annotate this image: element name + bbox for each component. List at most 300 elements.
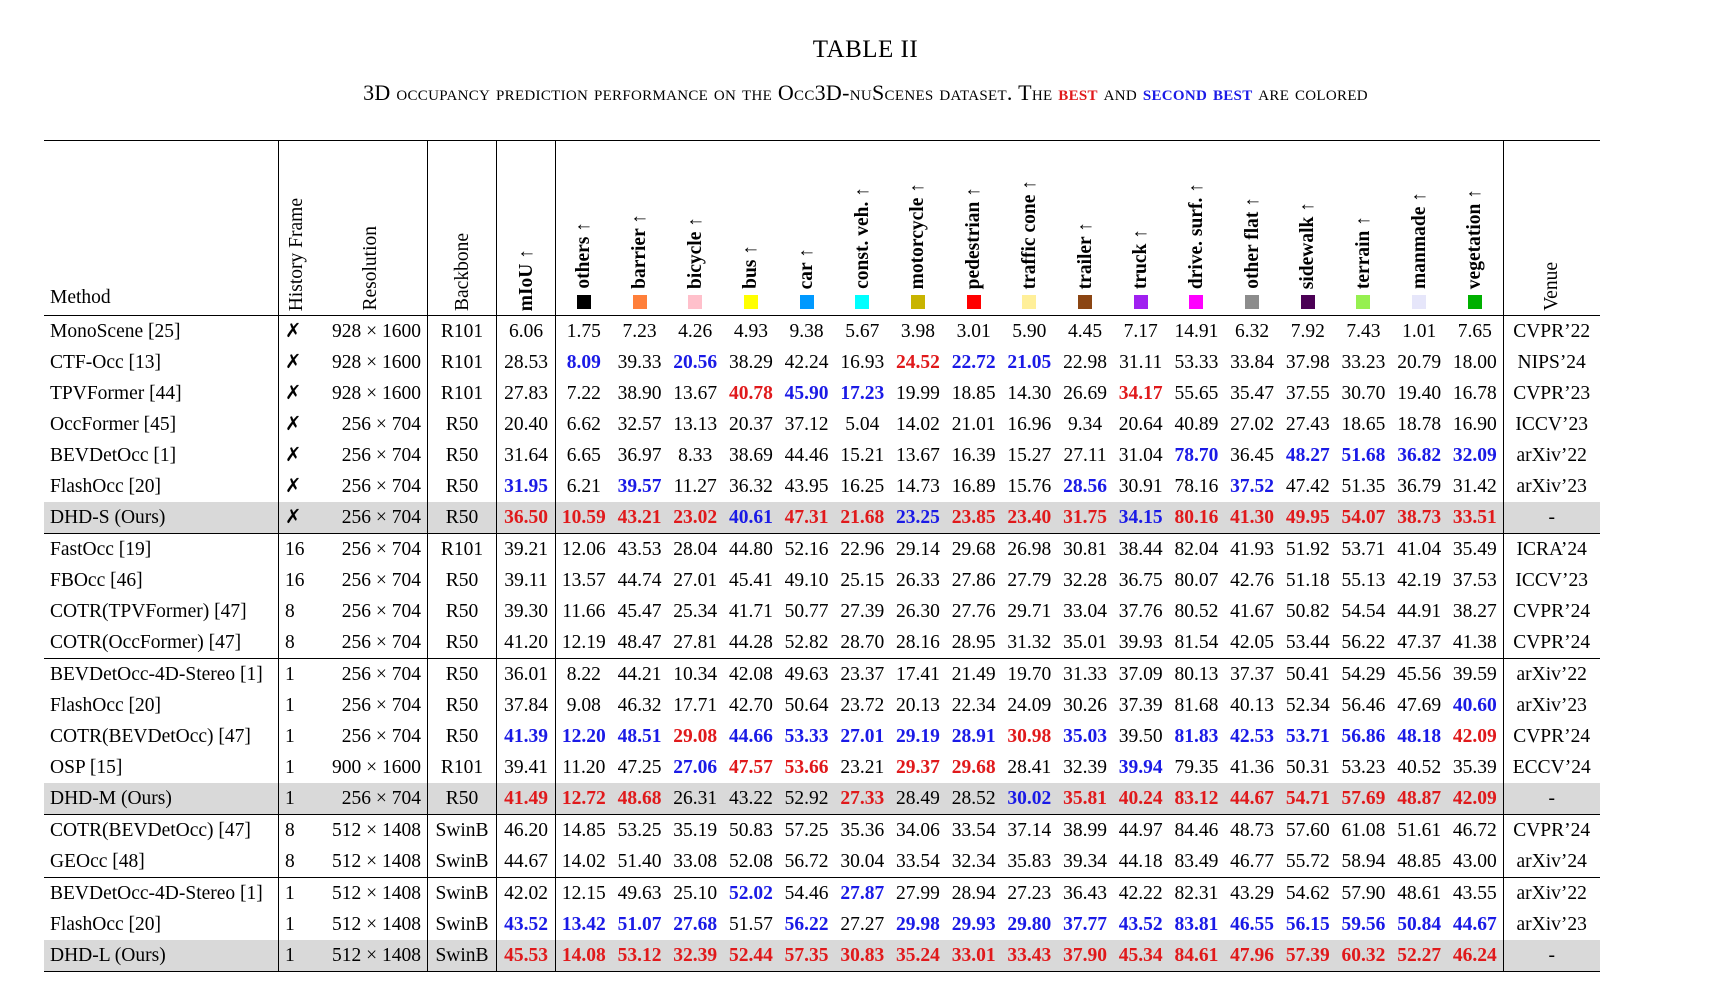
- cell-class-iou: 42.08: [723, 659, 779, 691]
- table-row: [44, 565, 1600, 596]
- cell-class-iou: 41.67: [1230, 601, 1275, 622]
- class-color-swatch: [855, 295, 869, 309]
- cell-venue: -: [1503, 502, 1600, 534]
- cell-class-iou: 40.52: [1397, 757, 1442, 778]
- cell-class-iou: 40.89: [1174, 414, 1219, 435]
- cell-class-iou: 33.54: [896, 851, 940, 872]
- cell-class-iou: 42.05: [1230, 632, 1275, 653]
- cell-miou: 41.49: [497, 783, 556, 815]
- cell-backbone: SwinB: [428, 878, 497, 910]
- cell-class-iou: 84.46: [1169, 815, 1225, 847]
- header-backbone-label: Backbone: [451, 233, 473, 311]
- cell-class-iou: 30.26: [1063, 695, 1107, 716]
- cell-class-iou: 34.15: [1113, 502, 1169, 534]
- header-class: [1002, 141, 1058, 316]
- cell-class-iou: 14.30: [1007, 383, 1052, 404]
- cell-resolution: 256 × 704: [341, 726, 421, 747]
- cell-class-iou: 30.83: [834, 940, 890, 972]
- header-class: [1224, 141, 1280, 316]
- table-row-ours: [44, 940, 1600, 972]
- cell-class-iou: 31.42: [1452, 476, 1497, 497]
- cell-class-iou: 37.39: [1118, 695, 1163, 716]
- cell-class-iou: 40.78: [728, 383, 773, 404]
- cell-class-iou: 29.08: [673, 726, 718, 747]
- class-color-swatch: [1412, 295, 1426, 309]
- cell-class-iou: 49.63: [612, 878, 668, 910]
- cell-class-iou: 41.38: [1452, 632, 1497, 653]
- cell-class-iou: 13.57: [556, 565, 612, 596]
- cell-class-iou: 27.02: [1230, 414, 1275, 435]
- cell-history-frame: ✗: [279, 378, 314, 409]
- cell-class-iou: 17.41: [890, 659, 946, 691]
- cell-class-iou: 33.54: [946, 815, 1002, 847]
- cell-class-iou: 27.76: [951, 601, 996, 622]
- cell-class-iou: 43.53: [612, 534, 668, 566]
- cell-class-iou: 41.30: [1224, 502, 1280, 534]
- cell-class-iou: 33.04: [1063, 601, 1107, 622]
- cell-venue: arXiv’22: [1503, 878, 1600, 910]
- cell-class-iou: 44.21: [612, 659, 668, 691]
- cell-class-iou: 61.08: [1336, 815, 1392, 847]
- cell-class-iou: 52.92: [779, 783, 835, 815]
- cell-class-iou: 57.90: [1336, 878, 1392, 910]
- cell-class-iou: 32.39: [667, 940, 723, 972]
- header-miou-label: mIoU ↑: [515, 248, 537, 311]
- cell-venue: ICCV’23: [1503, 409, 1600, 440]
- cell-miou: 44.67: [497, 846, 556, 878]
- cell-class-iou: 9.08: [556, 690, 612, 721]
- cell-method: TPVFormer [44]: [50, 383, 182, 404]
- cell-class-iou: 50.64: [784, 695, 829, 716]
- header-class-label: car ↑: [796, 247, 818, 289]
- cell-class-iou: 12.15: [556, 878, 612, 910]
- class-color-swatch: [1245, 295, 1259, 309]
- header-class-label: other flat ↑: [1241, 197, 1263, 289]
- cell-class-iou: 17.71: [673, 695, 718, 716]
- cell-class-iou: 16.96: [1007, 414, 1052, 435]
- cell-resolution: 900 × 1600: [332, 757, 421, 778]
- header-class-label: pedestrian ↑: [963, 186, 985, 289]
- header-miou: [497, 141, 556, 316]
- cell-class-iou: 40.24: [1113, 783, 1169, 815]
- cell-class-iou: 52.82: [784, 632, 829, 653]
- cell-class-iou: 27.81: [673, 632, 718, 653]
- cell-class-iou: 22.96: [834, 534, 890, 566]
- cell-class-iou: 13.13: [673, 414, 718, 435]
- cell-miou: 27.83: [497, 378, 556, 409]
- cell-class-iou: 22.98: [1063, 352, 1107, 373]
- cell-class-iou: 35.19: [667, 815, 723, 847]
- cell-class-iou: 16.39: [951, 445, 996, 466]
- cell-class-iou: 55.13: [1341, 570, 1386, 591]
- cell-class-iou: 49.95: [1280, 502, 1336, 534]
- cell-class-iou: 34.17: [1118, 383, 1163, 404]
- cell-class-iou: 1.01: [1402, 321, 1437, 342]
- cell-class-iou: 32.39: [1063, 757, 1107, 778]
- cell-class-iou: 55.65: [1174, 383, 1219, 404]
- cell-class-iou: 36.79: [1397, 476, 1442, 497]
- cell-class-iou: 37.53: [1452, 570, 1497, 591]
- cell-class-iou: 16.93: [840, 352, 885, 373]
- cell-class-iou: 81.83: [1174, 726, 1219, 747]
- cell-class-iou: 52.08: [728, 851, 773, 872]
- cell-class-iou: 23.85: [946, 502, 1002, 534]
- class-color-swatch: [1356, 295, 1370, 309]
- cell-class-iou: 44.97: [1113, 815, 1169, 847]
- cell-resolution: 512 × 1408: [332, 851, 421, 872]
- cell-class-iou: 34.06: [890, 815, 946, 847]
- cell-history-frame: 1: [279, 783, 314, 815]
- cell-class-iou: 83.81: [1174, 914, 1219, 935]
- cell-class-iou: 28.56: [1063, 476, 1107, 497]
- caption-best-label: best: [1058, 80, 1098, 105]
- cell-class-iou: 43.29: [1224, 878, 1280, 910]
- cell-class-iou: 13.42: [556, 909, 612, 940]
- cell-class-iou: 56.15: [1285, 914, 1330, 935]
- cell-class-iou: 27.43: [1285, 414, 1330, 435]
- cell-class-iou: 11.27: [673, 476, 717, 497]
- header-class-label: motorcycle ↑: [907, 182, 929, 289]
- cell-class-iou: 24.52: [896, 352, 940, 373]
- cell-class-iou: 44.67: [1452, 914, 1497, 935]
- cell-class-iou: 32.09: [1452, 445, 1497, 466]
- cell-venue: CVPR’23: [1503, 378, 1600, 409]
- cell-class-iou: 32.34: [951, 851, 996, 872]
- cell-venue: arXiv’22: [1503, 659, 1600, 691]
- cell-class-iou: 24.09: [1007, 695, 1052, 716]
- header-resolution: [313, 141, 428, 316]
- cell-class-iou: 57.39: [1280, 940, 1336, 972]
- cell-class-iou: 53.33: [784, 726, 829, 747]
- header-class-label: drive. surf. ↑: [1185, 182, 1207, 289]
- cell-class-iou: 8.22: [556, 659, 612, 691]
- cell-class-iou: 47.37: [1397, 632, 1442, 653]
- cell-class-iou: 44.28: [728, 632, 773, 653]
- cell-resolution: 256 × 704: [341, 632, 421, 653]
- cell-history-frame: ✗: [279, 440, 314, 471]
- header-class-label: others ↑: [573, 222, 595, 289]
- class-color-swatch: [577, 295, 591, 309]
- cell-class-iou: 60.32: [1336, 940, 1392, 972]
- cell-class-iou: 27.87: [834, 878, 890, 910]
- cell-class-iou: 57.69: [1336, 783, 1392, 815]
- cell-class-iou: 35.36: [834, 815, 890, 847]
- cell-resolution: 256 × 704: [341, 601, 421, 622]
- cell-class-iou: 29.68: [951, 757, 996, 778]
- header-method: Method: [50, 287, 111, 308]
- table-caption: [0, 80, 1731, 106]
- cell-venue: CVPR’24: [1503, 596, 1600, 627]
- cell-class-iou: 53.33: [1174, 352, 1219, 373]
- cell-class-iou: 27.33: [834, 783, 890, 815]
- cell-venue: CVPR’22: [1503, 316, 1600, 348]
- cell-class-iou: 11.66: [556, 596, 612, 627]
- cell-miou: 28.53: [497, 347, 556, 378]
- cell-class-iou: 42.19: [1397, 570, 1442, 591]
- cell-class-iou: 51.40: [617, 851, 662, 872]
- table-row: [44, 471, 1600, 502]
- cell-class-iou: 39.94: [1118, 757, 1163, 778]
- cell-class-iou: 20.64: [1118, 414, 1163, 435]
- cell-class-iou: 29.14: [890, 534, 946, 566]
- cell-class-iou: 79.35: [1174, 757, 1219, 778]
- cell-class-iou: 39.33: [617, 352, 662, 373]
- header-class: [612, 141, 668, 316]
- header-venue: [1503, 141, 1600, 316]
- cell-class-iou: 42.76: [1230, 570, 1275, 591]
- cell-class-iou: 47.69: [1397, 695, 1442, 716]
- header-class-label: sidewalk ↑: [1297, 201, 1319, 289]
- cell-class-iou: 27.01: [673, 570, 718, 591]
- cell-backbone: R50: [428, 721, 497, 752]
- cell-backbone: R50: [428, 409, 497, 440]
- cell-class-iou: 53.44: [1285, 632, 1330, 653]
- cell-class-iou: 27.27: [840, 914, 885, 935]
- cell-history-frame: 1: [279, 721, 314, 752]
- cell-resolution: 928 × 1600: [332, 352, 421, 373]
- cell-class-iou: 27.11: [1063, 445, 1107, 466]
- cell-class-iou: 7.43: [1346, 321, 1381, 342]
- cell-class-iou: 20.37: [728, 414, 773, 435]
- cell-class-iou: 23.02: [667, 502, 723, 534]
- cell-class-iou: 50.77: [784, 601, 829, 622]
- class-color-swatch: [1134, 295, 1148, 309]
- cell-class-iou: 37.14: [1002, 815, 1058, 847]
- cell-class-iou: 43.22: [723, 783, 779, 815]
- cell-class-iou: 51.92: [1280, 534, 1336, 566]
- cell-backbone: R50: [428, 471, 497, 502]
- header-class-label: bicycle ↑: [684, 216, 706, 289]
- cell-class-iou: 27.01: [840, 726, 885, 747]
- header-class-label: manmade ↑: [1408, 192, 1430, 289]
- class-color-swatch: [688, 295, 702, 309]
- cell-class-iou: 10.34: [667, 659, 723, 691]
- caption-second-best-label: second best: [1142, 80, 1253, 105]
- cell-method: OccFormer [45]: [50, 414, 177, 435]
- cell-class-iou: 37.98: [1285, 352, 1330, 373]
- cell-history-frame: 1: [279, 909, 314, 940]
- class-color-swatch: [1022, 295, 1036, 309]
- cell-history-frame: ✗: [279, 316, 314, 348]
- cell-class-iou: 29.98: [896, 914, 940, 935]
- table-row: [44, 752, 1600, 783]
- table-row: [44, 690, 1600, 721]
- cell-class-iou: 48.85: [1397, 851, 1442, 872]
- cell-class-iou: 47.25: [617, 757, 662, 778]
- table-row-ours: [44, 783, 1600, 815]
- cell-class-iou: 19.40: [1397, 383, 1442, 404]
- cell-class-iou: 35.01: [1063, 632, 1107, 653]
- cell-class-iou: 29.93: [951, 914, 996, 935]
- cell-class-iou: 33.23: [1341, 352, 1386, 373]
- cell-class-iou: 15.21: [840, 445, 885, 466]
- cell-class-iou: 20.13: [896, 695, 940, 716]
- cell-class-iou: 45.41: [728, 570, 773, 591]
- cell-class-iou: 31.04: [1118, 445, 1163, 466]
- cell-class-iou: 6.21: [556, 471, 612, 502]
- cell-class-iou: 37.55: [1285, 383, 1330, 404]
- cell-class-iou: 7.65: [1457, 321, 1492, 342]
- header-class-label: vegetation ↑: [1464, 188, 1486, 289]
- cell-resolution: 512 × 1408: [313, 815, 428, 847]
- cell-method: GEOcc [48]: [50, 851, 145, 872]
- cell-class-iou: 25.15: [840, 570, 885, 591]
- cell-miou: 6.06: [497, 316, 556, 348]
- class-color-swatch: [1189, 295, 1203, 309]
- cell-class-iou: 37.76: [1118, 601, 1163, 622]
- cell-class-iou: 33.84: [1230, 352, 1275, 373]
- header-class: [834, 141, 890, 316]
- cell-backbone: SwinB: [428, 940, 497, 972]
- header-history-frame-label: History Frame: [285, 197, 307, 311]
- cell-class-iou: 56.46: [1341, 695, 1386, 716]
- cell-class-iou: 26.98: [1002, 534, 1058, 566]
- cell-class-iou: 51.68: [1341, 445, 1386, 466]
- cell-class-iou: 15.27: [1007, 445, 1052, 466]
- table-row: [44, 316, 1600, 348]
- cell-class-iou: 44.46: [784, 445, 829, 466]
- cell-class-iou: 12.72: [556, 783, 612, 815]
- cell-class-iou: 16.89: [951, 476, 996, 497]
- cell-class-iou: 29.68: [946, 534, 1002, 566]
- caption-text-post: are colored: [1252, 80, 1368, 105]
- cell-method: FlashOcc [20]: [50, 476, 162, 497]
- cell-class-iou: 23.25: [890, 502, 946, 534]
- cell-backbone: SwinB: [428, 909, 497, 940]
- header-resolution-label: Resolution: [359, 226, 381, 311]
- caption-text-mid: and: [1097, 80, 1143, 105]
- cell-class-iou: 28.52: [946, 783, 1002, 815]
- cell-backbone: R50: [428, 502, 497, 534]
- cell-class-iou: 31.33: [1057, 659, 1113, 691]
- cell-class-iou: 39.34: [1063, 851, 1107, 872]
- cell-class-iou: 14.91: [1174, 321, 1219, 342]
- cell-class-iou: 28.49: [890, 783, 946, 815]
- cell-miou: 46.20: [497, 815, 556, 847]
- cell-class-iou: 51.57: [728, 914, 773, 935]
- cell-class-iou: 44.74: [617, 570, 662, 591]
- cell-class-iou: 12.06: [556, 534, 612, 566]
- cell-class-iou: 15.76: [1007, 476, 1052, 497]
- cell-class-iou: 44.67: [1224, 783, 1280, 815]
- cell-resolution: 256 × 704: [313, 502, 428, 534]
- cell-class-iou: 21.05: [1007, 352, 1052, 373]
- cell-class-iou: 7.22: [556, 378, 612, 409]
- cell-class-iou: 36.45: [1230, 445, 1275, 466]
- cell-method: FastOcc [19]: [44, 534, 279, 566]
- cell-history-frame: 1: [279, 940, 314, 972]
- cell-history-frame: 1: [279, 752, 314, 783]
- header-class-label: traffic cone ↑: [1018, 179, 1040, 289]
- cell-venue: -: [1503, 940, 1600, 972]
- cell-method: COTR(BEVDetOcc) [47]: [44, 815, 279, 847]
- table-row: [44, 627, 1600, 659]
- cell-class-iou: 28.16: [896, 632, 940, 653]
- cell-class-iou: 33.51: [1447, 502, 1503, 534]
- cell-class-iou: 46.24: [1447, 940, 1503, 972]
- cell-class-iou: 52.02: [723, 878, 779, 910]
- cell-method: MonoScene [25]: [50, 321, 181, 342]
- cell-class-iou: 5.90: [1012, 321, 1047, 342]
- cell-class-iou: 11.20: [556, 752, 612, 783]
- cell-class-iou: 30.04: [840, 851, 885, 872]
- class-color-swatch: [800, 295, 814, 309]
- cell-class-iou: 59.56: [1341, 914, 1386, 935]
- header-class-label: bus ↑: [740, 245, 762, 289]
- cell-class-iou: 41.36: [1230, 757, 1275, 778]
- cell-class-iou: 52.34: [1285, 695, 1330, 716]
- class-color-swatch: [744, 295, 758, 309]
- cell-class-iou: 7.92: [1290, 321, 1325, 342]
- cell-class-iou: 18.00: [1452, 352, 1497, 373]
- cell-class-iou: 14.02: [896, 414, 940, 435]
- cell-miou: 39.30: [497, 596, 556, 627]
- cell-class-iou: 38.73: [1391, 502, 1447, 534]
- cell-class-iou: 7.17: [1123, 321, 1158, 342]
- cell-class-iou: 38.90: [617, 383, 662, 404]
- cell-history-frame: 1: [279, 690, 314, 721]
- table-row: [44, 534, 1600, 566]
- cell-class-iou: 27.68: [673, 914, 718, 935]
- table-row: [44, 347, 1600, 378]
- cell-class-iou: 5.67: [845, 321, 880, 342]
- cell-class-iou: 32.57: [617, 414, 662, 435]
- cell-venue: CVPR’24: [1503, 627, 1600, 659]
- cell-class-iou: 28.41: [1007, 757, 1052, 778]
- cell-class-iou: 42.22: [1113, 878, 1169, 910]
- cell-class-iou: 26.33: [896, 570, 940, 591]
- cell-backbone: R50: [428, 783, 497, 815]
- cell-miou: 36.50: [497, 502, 556, 534]
- cell-class-iou: 52.44: [723, 940, 779, 972]
- header-class: [667, 141, 723, 316]
- cell-class-iou: 16.25: [840, 476, 885, 497]
- cell-class-iou: 41.71: [728, 601, 773, 622]
- cell-venue: ICRA’24: [1503, 534, 1600, 566]
- header-class: [779, 141, 835, 316]
- cell-class-iou: 13.67: [673, 383, 718, 404]
- cell-class-iou: 80.07: [1174, 570, 1219, 591]
- cell-resolution: 256 × 704: [341, 570, 421, 591]
- cell-class-iou: 4.26: [678, 321, 713, 342]
- header-class: [1391, 141, 1447, 316]
- table-row: [44, 721, 1600, 752]
- cell-class-iou: 42.09: [1447, 783, 1503, 815]
- cell-method: COTR(BEVDetOcc) [47]: [50, 726, 251, 747]
- table-row: [44, 596, 1600, 627]
- cell-venue: ECCV’24: [1503, 752, 1600, 783]
- cell-resolution: 256 × 704: [341, 445, 421, 466]
- cell-class-iou: 31.32: [1007, 632, 1052, 653]
- cell-class-iou: 50.83: [723, 815, 779, 847]
- cell-class-iou: 49.10: [784, 570, 829, 591]
- cell-class-iou: 21.01: [951, 414, 996, 435]
- cell-class-iou: 4.93: [733, 321, 768, 342]
- cell-class-iou: 37.37: [1224, 659, 1280, 691]
- cell-venue: -: [1503, 783, 1600, 815]
- cell-backbone: R101: [428, 534, 497, 566]
- cell-class-iou: 27.79: [1007, 570, 1052, 591]
- cell-resolution: 256 × 704: [341, 695, 421, 716]
- cell-backbone: R50: [428, 627, 497, 659]
- cell-class-iou: 25.34: [673, 601, 718, 622]
- cell-class-iou: 46.77: [1230, 851, 1275, 872]
- cell-class-iou: 6.62: [556, 409, 612, 440]
- cell-class-iou: 43.95: [784, 476, 829, 497]
- cell-class-iou: 30.02: [1002, 783, 1058, 815]
- cell-miou: 31.95: [497, 471, 556, 502]
- cell-class-iou: 26.31: [667, 783, 723, 815]
